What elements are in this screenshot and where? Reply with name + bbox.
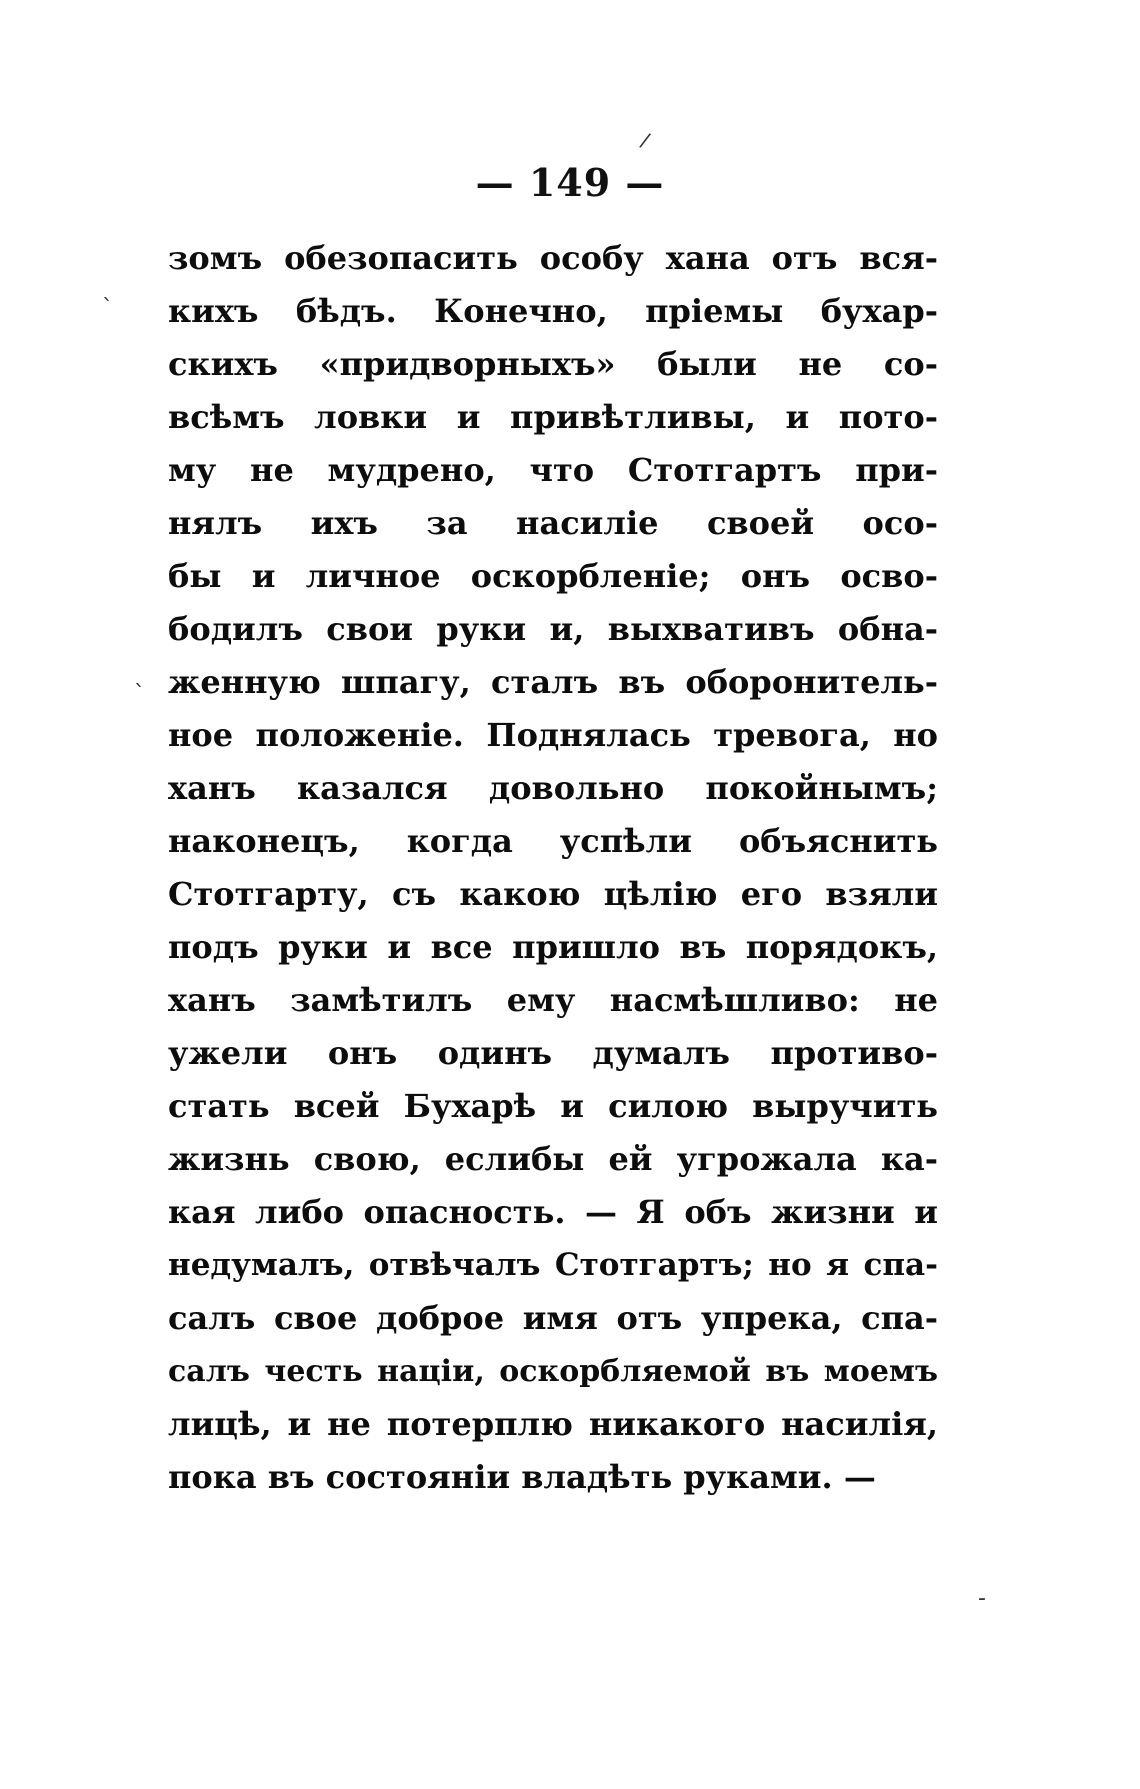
text-line: нялъ ихъ за насиліе своей осо- [168,504,938,542]
text-line: бодилъ свои руки и, выхвативъ обна- [168,610,938,648]
text-line: салъ свое доброе имя отъ упрека, спа- [168,1299,938,1337]
text-line-last: пока въ состояніи владѣть руками. — [168,1458,876,1496]
ink-speck: ` [102,296,113,321]
text-line: подъ руки и все пришло въ порядокъ, [168,928,938,966]
text-line: скихъ «придворныхъ» были не со- [168,345,938,383]
text-line: ное положеніе. Поднялась тревога, но [168,716,938,754]
text-line: жизнь свою, еслибы ей угрожала ка- [168,1140,938,1178]
text-line: кая либо опасность. — Я объ жизни и [168,1193,938,1231]
text-line: Стотгарту, съ какою цѣлію его взяли [168,875,938,913]
text-line: ханъ замѣтилъ ему насмѣшливо: не [168,981,938,1019]
text-line: салъ честь націи, оскорбляемой въ моемъ [168,1354,938,1389]
text-line: зомъ обезопасить особу хана отъ вся- [168,239,938,277]
page-number: — 149 — [475,160,665,205]
text-line: му не мудрено, что Стотгартъ при- [168,451,938,489]
text-line: всѣмъ ловки и привѣтливы, и пото- [168,398,938,436]
ink-speck: / [638,127,653,153]
text-line: стать всей Бухарѣ и силою выручить [168,1087,938,1125]
text-line: ханъ казался довольно покойнымъ; [168,769,938,807]
text-line: женную шпагу, сталъ въ оборонитель- [168,663,938,701]
ink-speck: ` [134,682,145,707]
ink-speck: - [978,1586,986,1611]
text-line: кихъ бѣдъ. Конечно, пріемы бухар- [168,292,938,330]
text-line: лицѣ, и не потерплю никакого насилія, [168,1405,938,1443]
text-line: ужели онъ одинъ думалъ противо- [168,1034,938,1072]
page-body-text [168,232,938,1504]
text-line: наконецъ, когда успѣли объяснить [168,822,938,860]
text-line: недумалъ, отвѣчалъ Стотгартъ; но я спа- [168,1247,938,1283]
text-line: бы и личное оскорбленіе; онъ осво- [168,557,938,595]
